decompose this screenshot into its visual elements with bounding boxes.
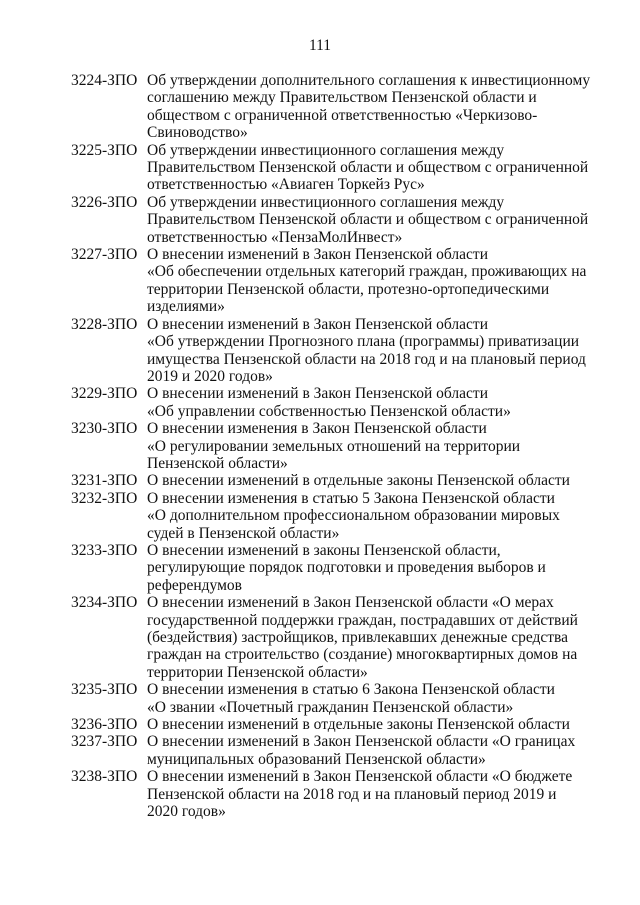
law-entry <box>71 542 591 594</box>
law-title-line: соглашению между Правительством Пензенской области и <box>147 89 537 107</box>
law-title-line: территории Пензенской области, протезно-ортопедическими <box>147 280 550 298</box>
law-title <box>147 472 591 489</box>
law-title-line: регулирующие порядок подготовки и проведения выборов и <box>147 559 546 577</box>
law-number: 3234-ЗПО <box>71 594 138 612</box>
law-title <box>147 490 591 542</box>
law-title-line: имущества Пензенской области на 2018 год и на плановый период <box>147 350 586 368</box>
law-entry <box>71 72 591 142</box>
law-number: 3229-ЗПО <box>71 385 138 403</box>
law-title <box>147 246 591 316</box>
law-title-line: О внесении изменения в Закон Пензенской области <box>147 420 487 438</box>
law-title-line: О внесении изменений в Закон Пензенской области <box>147 246 488 264</box>
law-entry <box>71 472 591 489</box>
law-title-line: Пензенской области на 2018 год и на плановый период 2019 и <box>147 785 557 803</box>
law-title-line: О внесении изменений в законы Пензенской области, <box>147 541 501 559</box>
law-title-line: О внесении изменений в Закон Пензенской области «О бюджете <box>147 768 573 786</box>
law-title-line: О внесении изменений в Закон Пензенской области «О мерах <box>147 594 554 612</box>
law-number: 3227-ЗПО <box>71 246 138 264</box>
law-title <box>147 594 591 681</box>
law-number: 3238-ЗПО <box>71 768 138 786</box>
law-number: 3230-ЗПО <box>71 420 138 438</box>
law-list <box>71 72 591 820</box>
law-title-line: О внесении изменений в отдельные законы Пензенской области <box>147 472 570 490</box>
law-title-line: Свиноводство» <box>147 124 248 142</box>
law-title-line: «О звании «Почетный гражданин Пензенской области» <box>147 698 514 716</box>
law-title-line: граждан на строительство (создание) многоквартирных домов на <box>147 646 578 664</box>
law-title <box>147 316 591 386</box>
law-title-line: ответственностью «ПензаМолИнвест» <box>147 228 403 246</box>
law-title-line: территории Пензенской области» <box>147 663 368 681</box>
law-title-line: обществом с ограниченной ответственностью «Черкизово- <box>147 106 538 124</box>
page-number: 111 <box>308 37 332 54</box>
law-title-line: О внесении изменения в статью 6 Закона Пензенской области <box>147 681 555 699</box>
law-entry <box>71 246 591 316</box>
law-entry <box>71 716 591 733</box>
law-title-line: судей в Пензенской области» <box>147 524 340 542</box>
law-entry <box>71 490 591 542</box>
law-title-line: государственной поддержки граждан, пострадавших от действий <box>147 611 578 629</box>
law-entry <box>71 681 591 716</box>
law-number: 3231-ЗПО <box>71 472 138 490</box>
law-title-line: «Об управлении собственностью Пензенской области» <box>147 402 511 420</box>
law-title-line: Об утверждении дополнительного соглашения к инвестиционному <box>147 72 591 89</box>
law-number: 3236-ЗПО <box>71 716 138 734</box>
law-title <box>147 542 591 594</box>
law-title-line: «Об утверждении Прогнозного плана (программы) приватизации <box>147 333 580 351</box>
law-title-line: муниципальных образований Пензенской области» <box>147 750 486 768</box>
law-title-line: О внесении изменения в статью 5 Закона Пензенской области <box>147 489 555 507</box>
law-number: 3232-ЗПО <box>71 489 138 507</box>
law-title-line: ответственностью «Авиаген Торкейз Рус» <box>147 176 425 194</box>
law-number: 3235-ЗПО <box>71 681 138 699</box>
law-entry <box>71 385 591 420</box>
law-title <box>147 716 591 733</box>
law-number: 3225-ЗПО <box>71 141 138 159</box>
law-title-line: 2019 и 2020 годов» <box>147 367 273 385</box>
law-number: 3226-ЗПО <box>71 193 138 211</box>
law-entry <box>71 142 591 194</box>
law-entry <box>71 733 591 768</box>
law-title-line: Правительством Пензенской области и обществом с ограниченной <box>147 159 589 177</box>
law-title <box>147 733 591 768</box>
law-title <box>147 420 591 472</box>
law-title <box>147 142 591 194</box>
law-title-line: Пензенской области» <box>147 454 288 472</box>
law-title <box>147 681 591 716</box>
law-title-line: 2020 годов» <box>147 803 226 821</box>
law-title-line: Об утверждении инвестиционного соглашения между <box>147 141 505 159</box>
law-title <box>147 72 591 142</box>
law-entry <box>71 194 591 246</box>
law-title-line: О внесении изменений в отдельные законы Пензенской области <box>147 716 570 734</box>
law-title <box>147 194 591 246</box>
law-title-line: «Об обеспечении отдельных категорий граждан, проживающих на <box>147 263 587 281</box>
law-title-line: «О регулировании земельных отношений на территории <box>147 437 521 455</box>
law-title <box>147 385 591 420</box>
law-title <box>147 768 591 820</box>
law-entry <box>71 420 591 472</box>
law-entry <box>71 594 591 681</box>
law-title-line: О внесении изменений в Закон Пензенской области <box>147 385 488 403</box>
law-title-line: референдумов <box>147 576 242 594</box>
law-title-line: О внесении изменений в Закон Пензенской области «О границах <box>147 733 576 751</box>
law-title-line: Правительством Пензенской области и обществом с ограниченной <box>147 211 589 229</box>
law-title-line: изделиями» <box>147 298 225 316</box>
law-title-line: О внесении изменений в Закон Пензенской области <box>147 315 488 333</box>
law-number: 3237-ЗПО <box>71 733 138 751</box>
law-title-line: Об утверждении инвестиционного соглашения между <box>147 193 505 211</box>
law-number: 3233-ЗПО <box>71 541 138 559</box>
law-title-line: (бездействия) застройщиков, привлекавших денежные средства <box>147 629 569 646</box>
law-title-line: «О дополнительном профессиональном образовании мировых <box>147 507 560 525</box>
law-entry <box>71 768 591 820</box>
law-number: 3224-ЗПО <box>71 72 138 89</box>
law-number: 3228-ЗПО <box>71 315 138 333</box>
law-entry <box>71 316 591 386</box>
